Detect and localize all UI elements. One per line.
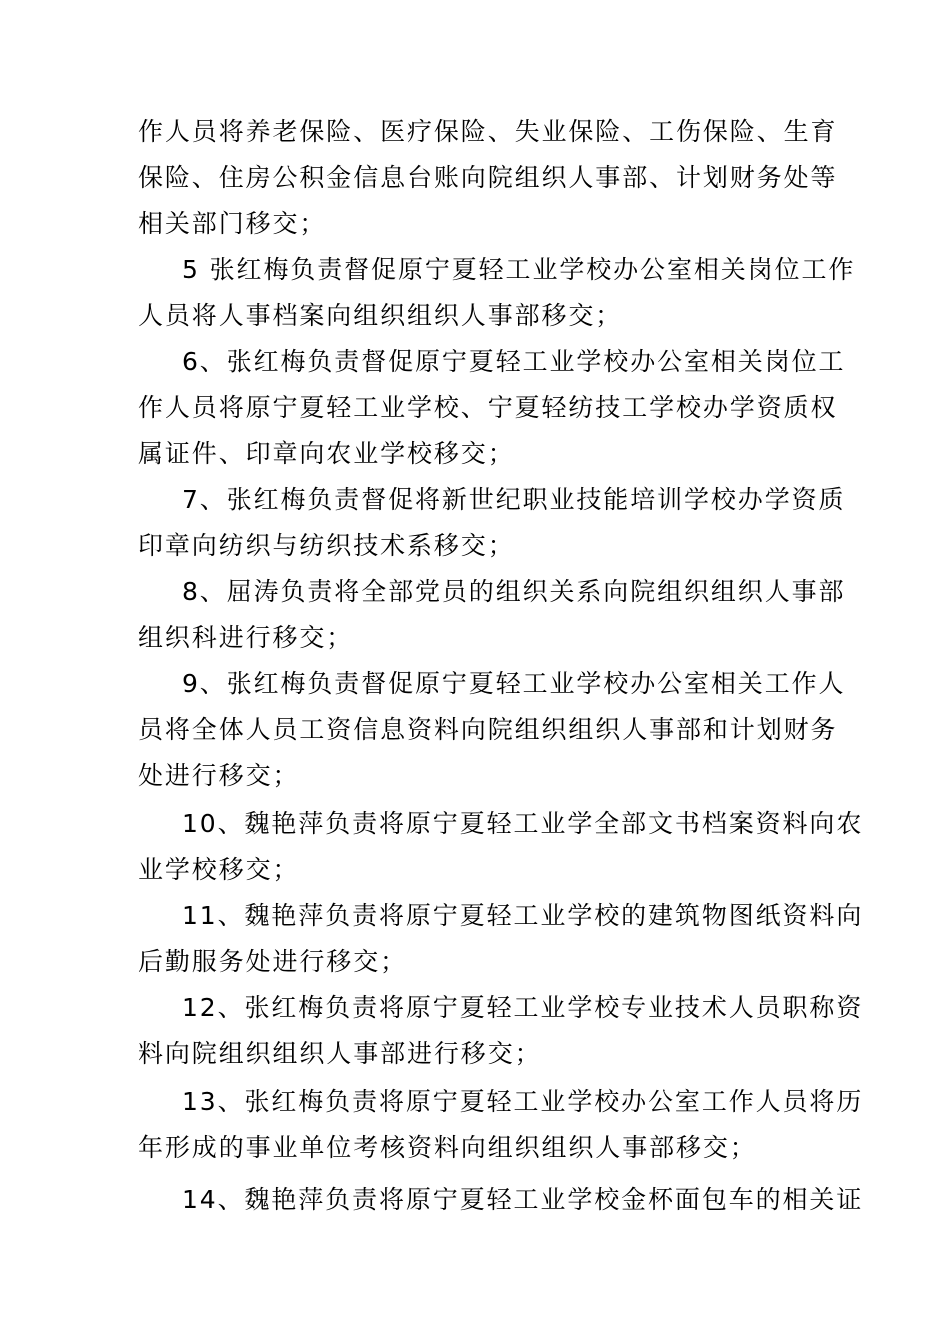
list-item-6: 6、张红梅负责督促原宁夏轻工业学校办公室相关岗位工 [182, 347, 846, 376]
list-item-13: 13、张红梅负责将原宁夏轻工业学校办公室工作人员将历 [182, 1087, 864, 1116]
text-line: 处进行移交； [138, 761, 300, 790]
text-line: 年形成的事业单位考核资料向组织组织人事部移交； [138, 1133, 757, 1162]
list-item-9: 9、张红梅负责督促原宁夏轻工业学校办公室相关工作人 [182, 669, 846, 698]
list-item-12: 12、张红梅负责将原宁夏轻工业学校专业技术人员职称资 [182, 993, 864, 1022]
text-line: 料向院组织组织人事部进行移交； [138, 1039, 542, 1068]
text-line: 作人员将原宁夏轻工业学校、宁夏轻纺技工学校办学资质权 [138, 393, 838, 422]
list-item-7: 7、张红梅负责督促将新世纪职业技能培训学校办学资质 [182, 485, 846, 514]
text-line: 人员将人事档案向组织组织人事部移交； [138, 301, 623, 330]
list-item-8: 8、屈涛负责将全部党员的组织关系向院组织组织人事部 [182, 577, 846, 606]
list-item-5: 5 张红梅负责督促原宁夏轻工业学校办公室相关岗位工作 [182, 255, 856, 284]
text-line: 保险、住房公积金信息台账向院组织人事部、计划财务处等 [138, 163, 838, 192]
text-line: 业学校移交； [138, 855, 300, 884]
text-line: 组织科进行移交； [138, 623, 354, 652]
text-line: 作人员将养老保险、医疗保险、失业保险、工伤保险、生育 [138, 117, 838, 146]
text-line: 后勤服务处进行移交； [138, 947, 408, 976]
text-line: 员将全体人员工资信息资料向院组织组织人事部和计划财务 [138, 715, 838, 744]
text-line: 属证件、印章向农业学校移交； [138, 439, 515, 468]
list-item-14: 14、魏艳萍负责将原宁夏轻工业学校金杯面包车的相关证 [182, 1185, 864, 1214]
list-item-10: 10、魏艳萍负责将原宁夏轻工业学全部文书档案资料向农 [182, 809, 864, 838]
text-line: 印章向纺织与纺织技术系移交； [138, 531, 515, 560]
text-line: 相关部门移交； [138, 209, 327, 238]
list-item-11: 11、魏艳萍负责将原宁夏轻工业学校的建筑物图纸资料向 [182, 901, 864, 930]
